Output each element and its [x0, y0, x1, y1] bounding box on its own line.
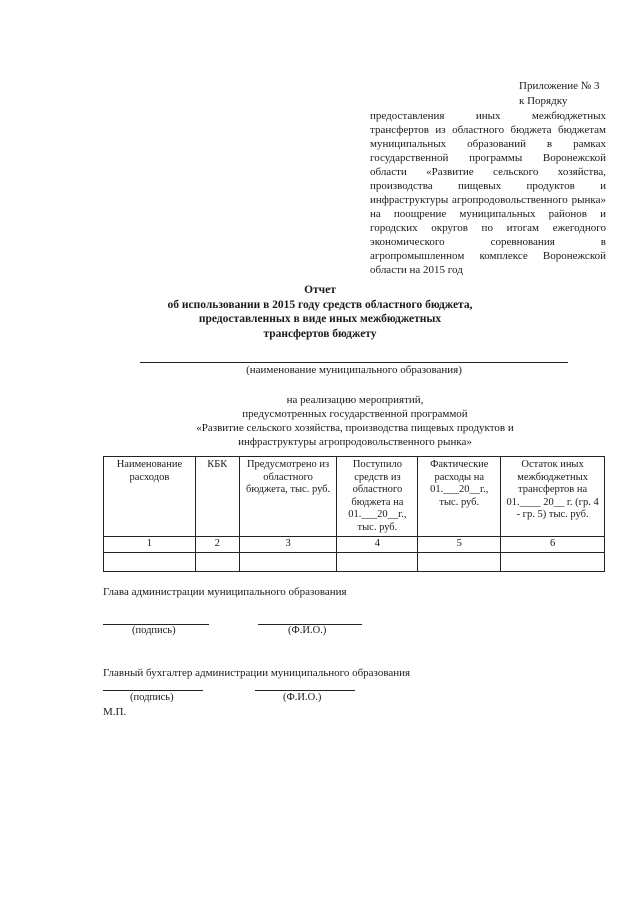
- measures-line-1: на реализацию мероприятий,: [286, 394, 424, 406]
- municipality-name-line: [140, 362, 568, 363]
- table-cell: [501, 552, 605, 571]
- table-header-row: [104, 457, 605, 537]
- stamp-placeholder: М.П.: [103, 706, 127, 718]
- accountant-fio-line: [255, 690, 355, 691]
- report-title-line-2: об использовании в 2015 году средств областного бюджета,: [167, 298, 473, 311]
- appendix-number: Приложение № 3: [519, 80, 600, 92]
- column-header-remainder: Остаток иных межбюджетных трансфертов на 01.____ 20__ г. (гр. 4 - гр. 5) тыс. руб.: [501, 457, 605, 537]
- column-number: 6: [501, 537, 605, 553]
- column-number: 1: [104, 537, 196, 553]
- column-number: 3: [239, 537, 337, 553]
- column-header-actual-expenses: Фактические расходы на 01.___20__г., тыс. руб.: [418, 457, 501, 537]
- column-header-kbk: КБК: [195, 457, 239, 537]
- head-signature-caption: (подпись): [132, 625, 176, 636]
- column-number: 5: [418, 537, 501, 553]
- column-header-planned: Предусмотрено из областного бюджета, тыс. руб.: [239, 457, 337, 537]
- column-number: 2: [195, 537, 239, 553]
- accountant-signature-caption: (подпись): [130, 692, 174, 703]
- head-fio-caption: (Ф.И.О.): [288, 625, 327, 636]
- appendix-description: предоставления иных межбюджетных трансфертов из областного бюджета бюджетам муниципальных образований в рамках государственной программы Воронежской области «Развитие сельского хозяйства, производства пищевых продуктов и инфраструктуры агропродовольственного рынка» на поощрение муниципальных районов и городских округов по итогам ежегодного экономического соревнования в агропромышленном комплексе Воронежской области на 2015 год: [370, 110, 606, 276]
- column-number: 4: [337, 537, 418, 553]
- report-title-line-3: предоставленных в виде иных межбюджетных: [198, 313, 442, 325]
- table-cell: [337, 552, 418, 571]
- accountant-signature-line: [103, 690, 203, 691]
- measures-line-2: предусмотренных государственной программой: [242, 408, 468, 420]
- column-header-expense-name: Наименование расходов: [104, 457, 196, 537]
- accountant-fio-caption: (Ф.И.О.): [283, 692, 322, 703]
- table-cell: [104, 552, 196, 571]
- appendix-reference: к Порядку: [519, 95, 568, 107]
- column-header-received: Поступило средств из областного бюджета на 01.___20__г., тыс. руб.: [337, 457, 418, 537]
- table-row: [104, 537, 605, 553]
- measures-text: [120, 393, 590, 449]
- report-title-line-4: трансфертов бюджету: [263, 327, 377, 340]
- table-row: [104, 552, 605, 571]
- measures-line-4: инфраструктуры агропродовольственного рынка»: [238, 436, 472, 448]
- report-table: [103, 456, 605, 572]
- report-title: [120, 283, 520, 341]
- head-signature-title: Глава администрации муниципального образования: [103, 586, 347, 598]
- table-cell: [239, 552, 337, 571]
- report-title-line-1: Отчет: [304, 284, 336, 296]
- appendix-header: [519, 79, 600, 109]
- municipality-caption: (наименование муниципального образования): [246, 364, 462, 376]
- measures-line-3: «Развитие сельского хозяйства, производства пищевых продуктов и: [196, 422, 514, 434]
- accountant-signature-title: Главный бухгалтер администрации муниципального образования: [103, 667, 411, 679]
- table-cell: [418, 552, 501, 571]
- table-cell: [195, 552, 239, 571]
